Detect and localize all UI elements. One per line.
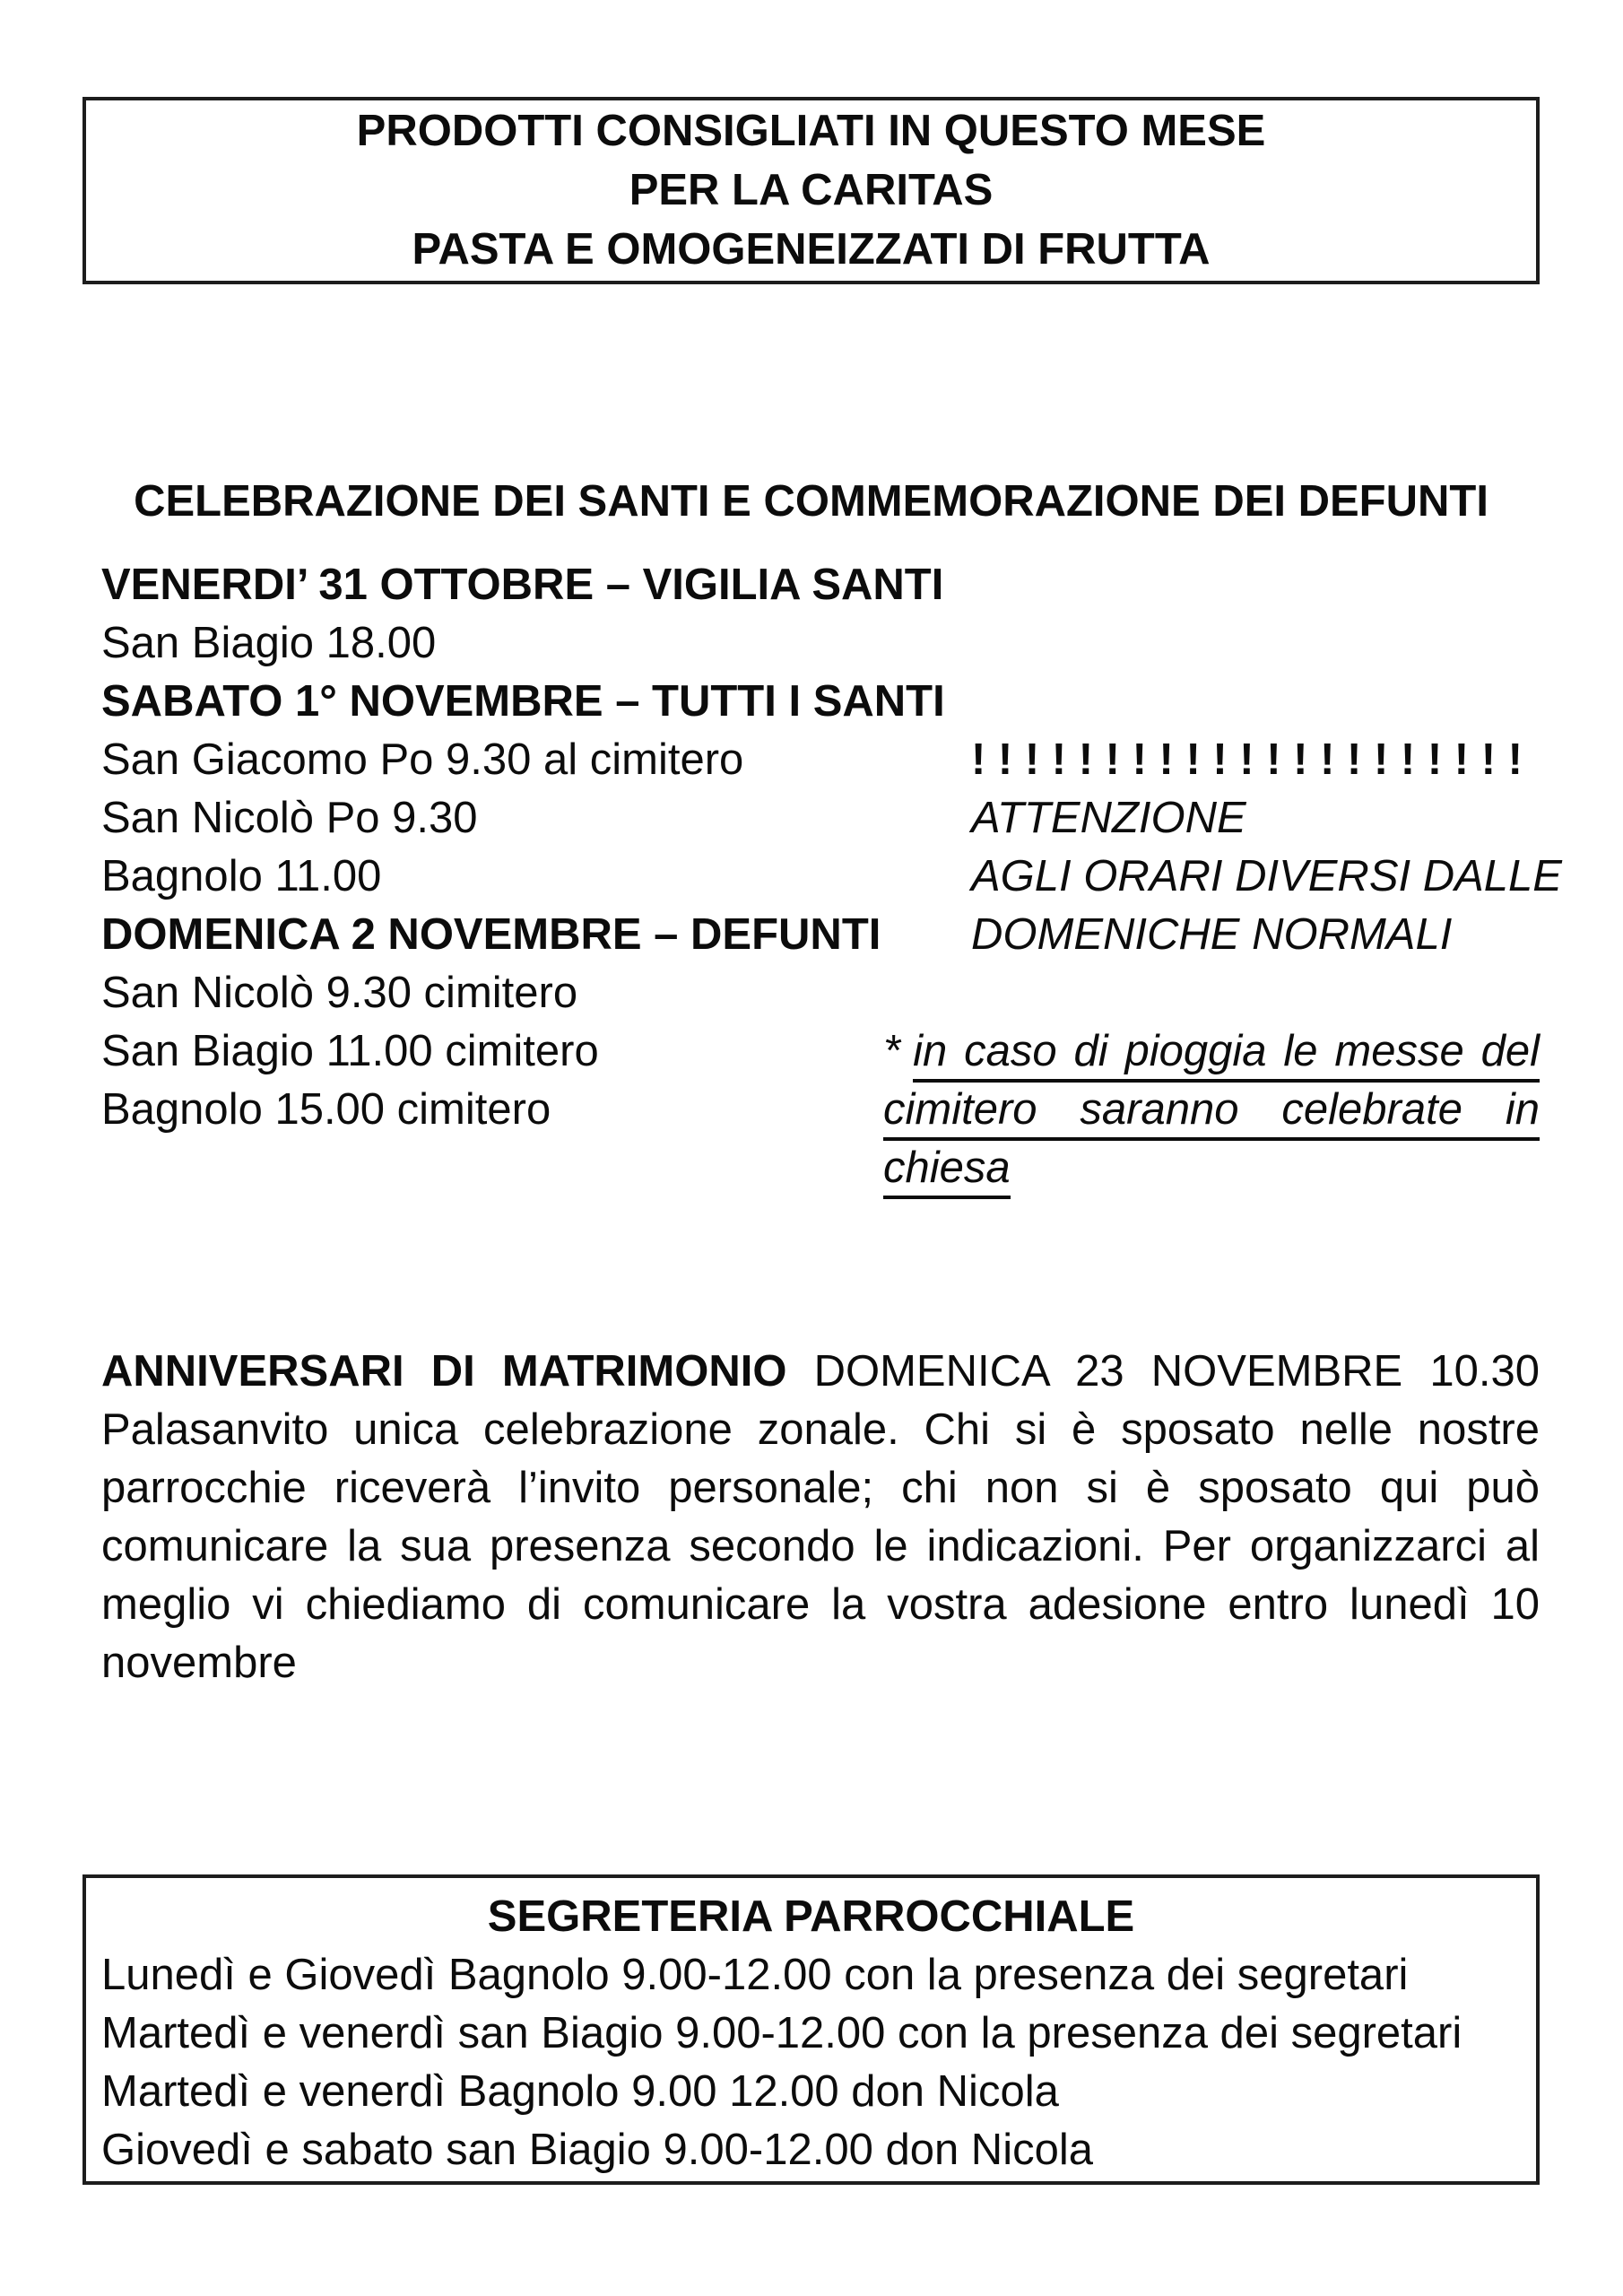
attention-line: ATTENZIONE <box>971 794 1246 842</box>
attention-line: AGLI ORARI DIVERSI DALLE <box>971 852 1562 900</box>
anniversary-line: meglio vi chiediamo di comunicare la vostra adesione entro lunedì 10 <box>101 1580 1540 1629</box>
schedule-line: San Biagio 11.00 cimitero <box>101 1027 599 1075</box>
celebration-heading: CELEBRAZIONE DEI SANTI E COMMEMORAZIONE DEI DEFUNTI <box>134 477 1488 526</box>
rain-note-text: chiesa <box>883 1144 1011 1199</box>
secretary-line: Giovedì e sabato san Biagio 9.00-12.00 don Nicola <box>101 2126 1093 2174</box>
schedule-line: VENERDI’ 31 OTTOBRE – VIGILIA SANTI <box>101 561 944 609</box>
anniversary-line <box>101 1343 1540 1401</box>
rain-note-text: in caso di pioggia le messe del <box>913 1027 1540 1083</box>
schedule-line: SABATO 1° NOVEMBRE – TUTTI I SANTI <box>101 677 945 726</box>
schedule-line: San Giacomo Po 9.30 al cimitero <box>101 735 744 784</box>
anniversary-line: parrocchie riceverà l’invito personale; chi non si è sposato qui può <box>101 1464 1540 1512</box>
schedule-line: Bagnolo 11.00 <box>101 852 382 900</box>
schedule-line: San Nicolò Po 9.30 <box>101 794 478 842</box>
anniversary-line: Palasanvito unica celebrazione zonale. Chi si è sposato nelle nostre <box>101 1405 1540 1454</box>
schedule-line: DOMENICA 2 NOVEMBRE – DEFUNTI <box>101 910 881 959</box>
secretary-box <box>82 1874 1540 2185</box>
schedule-line: Bagnolo 15.00 cimitero <box>101 1085 551 1134</box>
schedule-line: San Biagio 18.00 <box>101 619 437 667</box>
mass-schedule-column <box>101 556 953 1139</box>
rain-note-text: cimitero saranno celebrate in <box>883 1085 1540 1141</box>
caritas-box-line: PER LA CARITAS <box>629 166 994 214</box>
rain-note-line <box>883 1022 1540 1081</box>
attention-block <box>971 731 1562 964</box>
attention-line: DOMENICHE NORMALI <box>971 910 1453 959</box>
exclamation-line: ! ! ! ! ! ! ! ! ! ! ! ! ! ! ! ! ! ! ! ! ! <box>971 735 1523 784</box>
anniversary-line-rest: DOMENICA 23 NOVEMBRE 10.30 <box>813 1347 1540 1396</box>
schedule-line: San Nicolò 9.30 cimitero <box>101 969 578 1017</box>
caritas-notice-box <box>82 97 1540 284</box>
secretary-title: SEGRETERIA PARROCCHIALE <box>487 1892 1135 1941</box>
caritas-box-line: PASTA E OMOGENEIZZATI DI FRUTTA <box>412 225 1211 274</box>
caritas-box-line: PRODOTTI CONSIGLIATI IN QUESTO MESE <box>356 107 1266 155</box>
anniversary-line: comunicare la sua presenza secondo le indicazioni. Per organizzarci al <box>101 1522 1540 1570</box>
rain-note-line <box>883 1081 1540 1139</box>
anniversary-paragraph <box>101 1343 1540 1692</box>
rain-note <box>883 1022 1540 1197</box>
secretary-line: Martedì e venerdì san Biagio 9.00-12.00 con la presenza dei segretari <box>101 2009 1462 2057</box>
anniversary-lead: ANNIVERSARI DI MATRIMONIO <box>101 1347 787 1396</box>
secretary-line: Lunedì e Giovedì Bagnolo 9.00-12.00 con la presenza dei segretari <box>101 1951 1409 1999</box>
secretary-line: Martedì e venerdì Bagnolo 9.00 12.00 don Nicola <box>101 2067 1059 2116</box>
asterisk-marker: * <box>883 1027 901 1075</box>
anniversary-line: novembre <box>101 1639 297 1687</box>
rain-note-line <box>883 1139 1540 1197</box>
